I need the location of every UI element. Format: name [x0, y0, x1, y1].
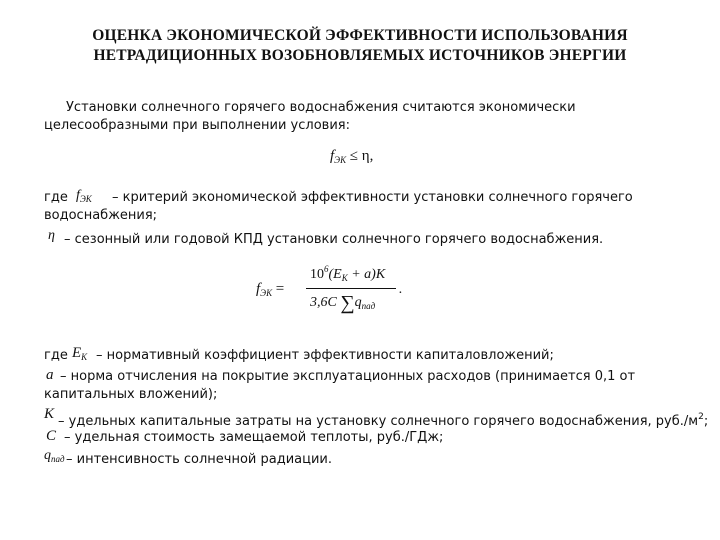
defs2-K-end: ;	[703, 414, 709, 429]
title-line-2: НЕТРАДИЦИОННЫХ ВОЗОБНОВЛЯЕМЫХ ИСТОЧНИКОВ ЭНЕРГИИ	[93, 47, 627, 64]
formula-den-coef: 3,6C	[310, 295, 337, 310]
condition-formula	[330, 148, 373, 165]
defs2-a-text: – норма отчисления на покрытие эксплуатационных расходов (принимается 0,1 от	[60, 369, 636, 384]
formula-trail: .	[399, 282, 403, 297]
defs1-f-text-2: водоснабжения;	[44, 208, 158, 223]
formula-lhs-sub: ЭК	[260, 288, 273, 298]
formula-num-rest: + a)K	[351, 267, 386, 282]
formula-den-sum: ∑	[340, 292, 355, 314]
condition-f-sub: ЭК	[334, 155, 347, 165]
title-line-1: ОЦЕНКА ЭКОНОМИЧЕСКОЙ ЭФФЕКТИВНОСТИ ИСПОЛЬЗОВАНИЯ	[92, 27, 628, 44]
defs1-where: где	[44, 190, 68, 205]
defs2-K-text	[58, 408, 708, 431]
formula-den-q-sub: пад	[361, 301, 376, 311]
formula-fraction-bar	[306, 288, 396, 289]
defs2-q-symbol	[44, 448, 65, 464]
formula-num-E-sub: K	[341, 273, 348, 283]
defs2-K-sup: 2	[698, 412, 704, 422]
defs2-K-text-main: – удельных капитальные затраты на установку солнечного горячего водоснабжения, руб./м	[58, 414, 699, 429]
defs1-f-letter: f	[76, 188, 80, 203]
defs2-q-letter: q	[44, 448, 51, 463]
defs2-where: где	[44, 348, 68, 363]
defs2-a-symbol: a	[46, 367, 54, 383]
formula-num-coef: 10	[310, 267, 324, 282]
formula-eq: =	[275, 281, 285, 297]
formula-denominator	[310, 292, 375, 315]
formula-numerator	[310, 264, 385, 283]
defs1-f-sub: ЭК	[79, 194, 92, 204]
formula-num-exp: 6	[324, 264, 329, 274]
formula-lhs	[256, 281, 284, 298]
condition-f: f	[330, 148, 335, 164]
defs2-q-text: – интенсивность солнечной радиации.	[66, 452, 332, 467]
defs2-C-text: – удельная стоимость замещаемой теплоты, руб./ГДж;	[64, 430, 444, 445]
defs1-eta-text: – сезонный или годовой КПД установки солнечного горячего водоснабжения.	[64, 232, 604, 247]
intro-line-1: Установки солнечного горячего водоснабжения считаются экономически	[66, 100, 576, 115]
defs2-E-letter: E	[72, 345, 82, 361]
defs1-eta-symbol: η	[48, 228, 55, 243]
defs2-E-text: – нормативный коэффициент эффективности капиталовложений;	[96, 348, 554, 363]
defs2-q-sub: пад	[51, 454, 65, 464]
formula-num-E: (E	[328, 267, 342, 282]
defs2-C-symbol: C	[46, 428, 57, 444]
page-title	[20, 26, 700, 66]
defs1-f-symbol	[76, 188, 92, 204]
defs2-E-symbol	[72, 345, 87, 362]
defs2-K-symbol: K	[44, 406, 55, 422]
formula-lhs-f: f	[256, 281, 261, 297]
defs2-a-text-2: капитальных вложений);	[44, 387, 218, 402]
intro-line-2: целесообразными при выполнении условия:	[44, 118, 350, 133]
defs2-E-sub: K	[81, 352, 88, 362]
condition-relation: ≤ η,	[349, 148, 374, 164]
defs1-f-text: – критерий экономической эффективности установки солнечного горячего	[112, 190, 633, 205]
formula-den-q: q	[354, 295, 362, 310]
